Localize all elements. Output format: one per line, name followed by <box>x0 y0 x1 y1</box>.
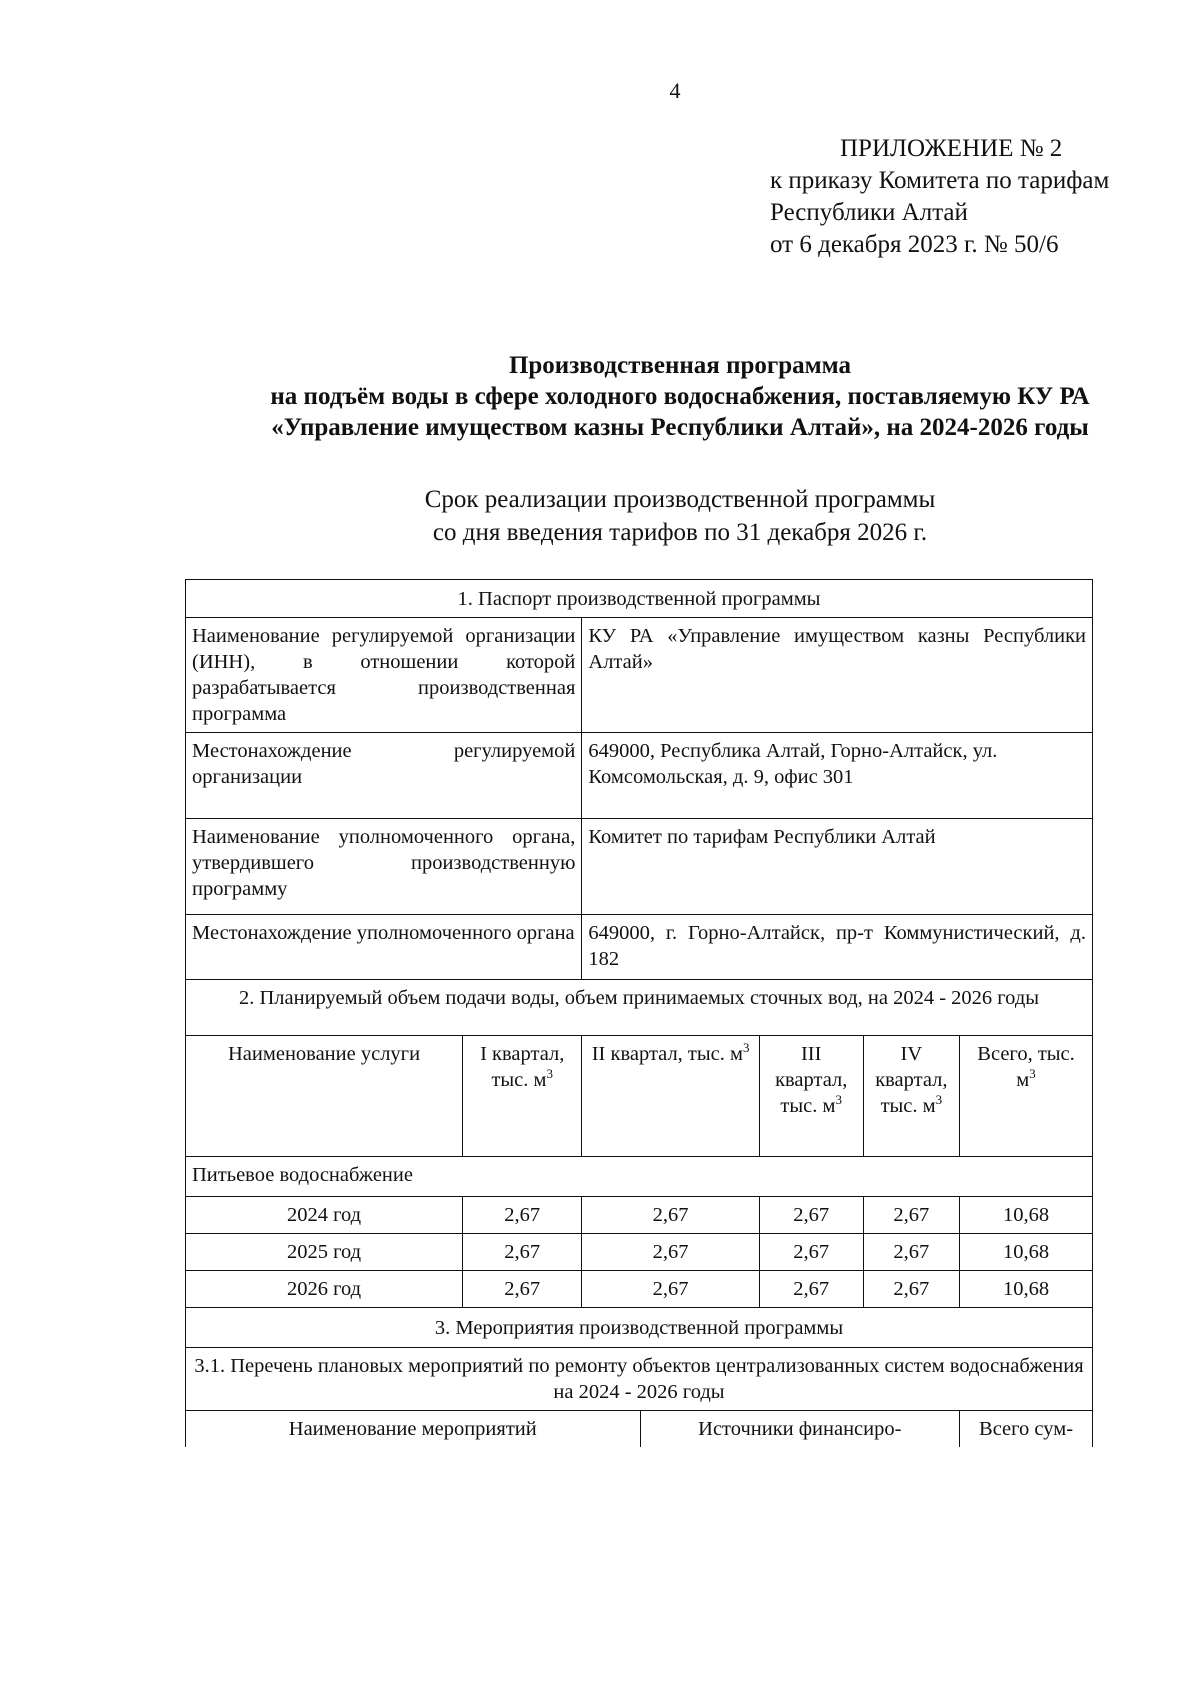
measures-subheader-row <box>186 1348 1093 1411</box>
passport-value: 649000, г. Горно-Алтайск, пр-т Коммунистический, д. 182 <box>582 915 1093 980</box>
program-title-line: Производственная программа <box>508 352 852 379</box>
term-line: со дня введения тарифов по 31 декабря 2026 г. <box>432 519 928 546</box>
col-header-measure-name: Наименование мероприятий <box>186 1411 641 1448</box>
volumes-columns-row <box>186 1036 1093 1157</box>
passport-value: КУ РА «Управление имуществом казны Республики Алтай» <box>582 618 1093 733</box>
q2-cell: 2,67 <box>582 1271 759 1308</box>
program-title-line: «Управление имуществом казны Республики Алтай», на 2024-2026 годы <box>271 414 1089 441</box>
col-header-q3: III квартал, тыс. $м^3$ <box>759 1036 863 1157</box>
q3-cell: 2,67 <box>759 1234 863 1271</box>
service-name-row <box>186 1157 1093 1197</box>
program-title-line: на подъём воды в сфере холодного водоснабжения, поставляемую КУ РА <box>270 383 1090 410</box>
total-cell: 10,68 <box>960 1197 1093 1234</box>
col-header-service: Наименование услуги <box>186 1036 463 1157</box>
section-header: 2. Планируемый объем подачи воды, объем принимаемых сточных вод, на 2024 - 2026 годы <box>186 980 1093 1036</box>
year-cell: 2024 год <box>186 1197 463 1234</box>
measures-header-row <box>186 1308 1093 1348</box>
appendix-title: ПРИЛОЖЕНИЕ № 2 <box>840 135 1063 162</box>
q3-cell: 2,67 <box>759 1197 863 1234</box>
col-header-total: Всего, тыс. $м^3$ <box>960 1036 1093 1157</box>
passport-value: Комитет по тарифам Республики Алтай <box>582 819 1093 915</box>
total-cell: 10,68 <box>960 1271 1093 1308</box>
q2-cell: 2,67 <box>582 1234 759 1271</box>
passport-label: Наименование регулируемой организации (ИНН), в отношении которой разрабатывается производственная программа <box>186 618 582 733</box>
implementation-term <box>250 483 1110 549</box>
total-cell: 10,68 <box>960 1234 1093 1271</box>
q4-cell: 2,67 <box>863 1197 960 1234</box>
col-header-q2: II квартал, тыс. $м^3$ <box>582 1036 759 1157</box>
table-row <box>186 1234 1093 1271</box>
col-header-q1: I квартал, тыс. $м^3$ <box>463 1036 582 1157</box>
passport-header-row <box>186 580 1093 618</box>
col-header-total-sum: Всего сум- <box>960 1411 1093 1448</box>
passport-row <box>186 733 1093 819</box>
q3-cell: 2,67 <box>759 1271 863 1308</box>
section-header: 1. Паспорт производственной программы <box>186 580 1093 618</box>
q1-cell: 2,67 <box>463 1197 582 1234</box>
q1-cell: 2,67 <box>463 1234 582 1271</box>
passport-row <box>186 618 1093 733</box>
passport-row <box>186 915 1093 980</box>
table-row <box>186 1197 1093 1234</box>
page-number: 4 <box>669 78 681 103</box>
volumes-header-row <box>186 980 1093 1036</box>
year-cell: 2026 год <box>186 1271 463 1308</box>
appendix-date-line: от 6 декабря 2023 г. № 50/6 <box>770 231 1059 258</box>
term-line: Срок реализации производственной программы <box>424 486 936 513</box>
passport-label: Местонахождение регулируемой организации <box>186 733 582 819</box>
appendix-republic-line: Республики Алтай <box>770 199 968 226</box>
q4-cell: 2,67 <box>863 1234 960 1271</box>
passport-row <box>186 819 1093 915</box>
program-title <box>130 350 1200 443</box>
col-header-q4: IV квартал, тыс. $м^3$ <box>863 1036 960 1157</box>
table-row <box>186 1271 1093 1308</box>
year-cell: 2025 год <box>186 1234 463 1271</box>
section-subheader: 3.1. Перечень плановых мероприятий по ремонту объектов централизованных систем водоснабжения на 2024 - 2026 годы <box>186 1348 1093 1411</box>
q1-cell: 2,67 <box>463 1271 582 1308</box>
passport-label: Местонахождение уполномоченного органа <box>186 915 582 980</box>
col-header-financing-source: Источники финансиро- <box>640 1411 960 1448</box>
q2-cell: 2,67 <box>582 1197 759 1234</box>
passport-label: Наименование уполномоченного органа, утвердившего производственную программу <box>186 819 582 915</box>
measures-columns-row <box>186 1411 1093 1448</box>
service-name: Питьевое водоснабжение <box>186 1157 1093 1197</box>
program-table <box>185 579 1093 1447</box>
appendix-order-line: к приказу Комитета по тарифам <box>770 167 1110 194</box>
appendix-block <box>770 133 1109 261</box>
q4-cell: 2,67 <box>863 1271 960 1308</box>
passport-value: 649000, Республика Алтай, Горно-Алтайск, ул. Комсомольская, д. 9, офис 301 <box>582 733 1093 819</box>
section-header: 3. Мероприятия производственной программы <box>186 1308 1093 1348</box>
